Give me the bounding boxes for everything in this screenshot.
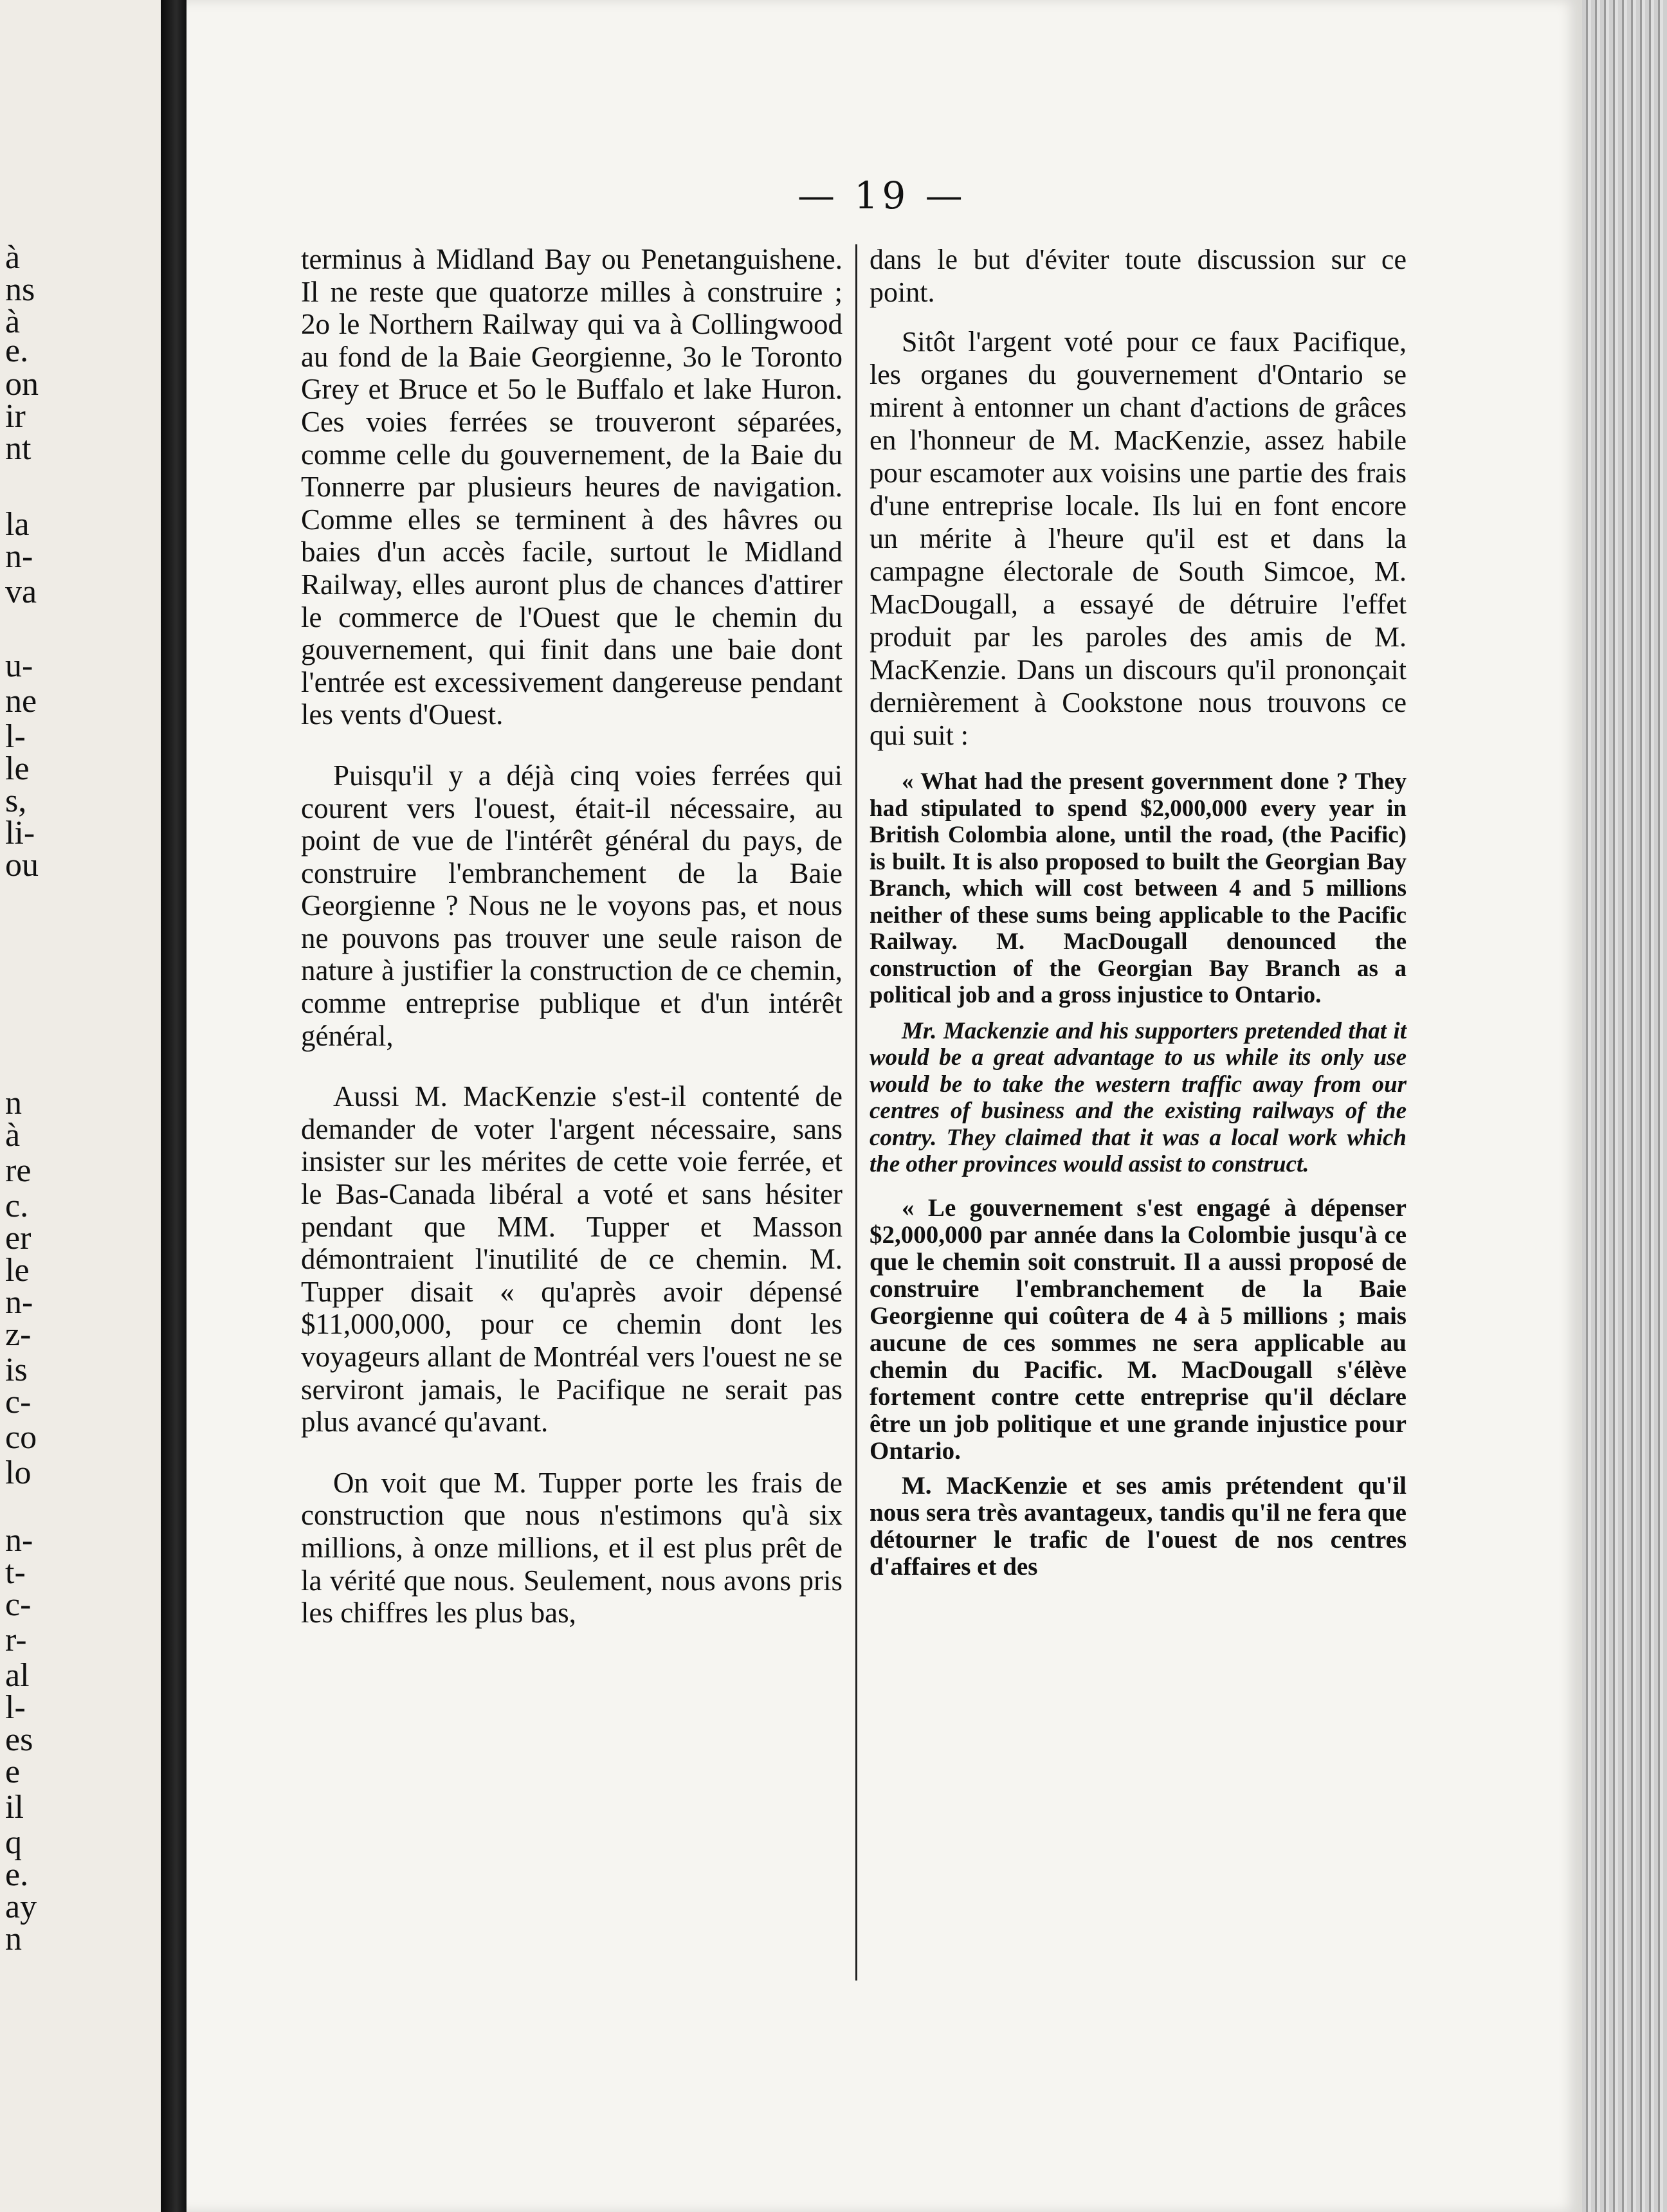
adjacent-page-fragment: c. (5, 1188, 29, 1224)
adjacent-page-fragment: s, (5, 783, 27, 819)
adjacent-page-fragment: à (5, 239, 21, 276)
adjacent-page-fragment: is (5, 1352, 28, 1388)
adjacent-page-fragment: n (5, 1921, 22, 1957)
adjacent-page-fragment: q (5, 1824, 22, 1861)
adjacent-page-fragment: ne (5, 683, 37, 720)
adjacent-page-fragment: lo (5, 1455, 32, 1491)
adjacent-page-fragment: co (5, 1419, 37, 1456)
right-paragraph-2: Sitôt l'argent voté pour ce faux Pacifique, les organes du gouvernement d'Ontario se mirent à entonner un chant d'actions de grâces en l'honneur de M. MacKenzie, assez habile pour escamoter aux voisins une partie des frais d'une entreprise locale. Ils lui en font encore un mérite à l'heure qu'il est et dans la campagne électorale de South Simcoe, M. MacDougall, a essayé de détruire l'effet produit par les paroles des amis de M. MacKenzie. Dans un discours qu'il prononçait dernièrement à Cookstone nous trouvons ce qui suit : (870, 326, 1407, 751)
adjacent-page-edge (0, 0, 161, 2212)
left-paragraph-3: Aussi M. MacKenzie s'est-il contenté de demander de voter l'argent nécessaire, sans insister sur les mérites de cette voie ferrée, et le Bas-Canada libéral a voté et sans hésiter pendant que MM. Tupper et Masson démontraient l'inutilité de ce chemin. M. Tupper disait « qu'après avoir dépensé $11,000,000, pour ce chemin dont les voyageurs allant de Montréal vers l'ouest ne se serviront jamais, le Pacifique ne serait pas plus avancé qu'avant. (301, 1080, 843, 1438)
column-divider (855, 244, 857, 1981)
adjacent-page-fragment: l- (5, 1689, 26, 1726)
adjacent-page-fragment: le (5, 1252, 30, 1289)
adjacent-page-fragment: à (5, 1117, 21, 1154)
adjacent-page-fragment: n- (5, 538, 33, 575)
left-column (301, 243, 843, 1629)
adjacent-page-fragment: ns (5, 271, 35, 308)
adjacent-page-fragment: re (5, 1152, 32, 1189)
adjacent-page-fragment: à (5, 304, 21, 340)
adjacent-page-fragment: nt (5, 430, 32, 467)
adjacent-page-fragment: e. (5, 332, 29, 369)
adjacent-page-fragment: u- (5, 648, 33, 684)
adjacent-page-fragment: r- (5, 1622, 27, 1658)
left-paragraph-4: On voit que M. Tupper porte les frais de construction que nous n'estimons qu'à six millions, à onze millions, et il est plus prêt de la vérité que nous. Seulement, nous avons pris les chiffres les plus bas, (301, 1466, 843, 1629)
right-paragraph-1: dans le but d'éviter toute discussion sur ce point. (870, 244, 1407, 308)
adjacent-page-fragment: va (5, 574, 37, 610)
adjacent-page-fragment: ir (5, 398, 26, 435)
adjacent-page-fragment: ay (5, 1889, 37, 1925)
adjacent-page-fragment: c- (5, 1586, 32, 1623)
adjacent-page-fragment: es (5, 1721, 33, 1758)
adjacent-page-fragment: il (5, 1789, 24, 1826)
adjacent-page-fragment: on (5, 366, 39, 403)
page-stack-edge (1582, 0, 1667, 2212)
adjacent-page-fragment: er (5, 1220, 32, 1256)
adjacent-page-fragment: n (5, 1085, 22, 1121)
page-number: — 19 — (797, 174, 967, 217)
adjacent-page-fragment: z- (5, 1316, 32, 1353)
right-column (870, 243, 1407, 1581)
left-paragraph-2: Puisqu'il y a déjà cinq voies ferrées qui courent vers l'ouest, était-il nécessaire, au point de vue de l'intérêt général du pays, de construire l'embranchement de la Baie Georgienne ? Nous ne le voyons pas, et nous ne pouvons pas trouver une seule raison de nature à justifier la construction de ce chemin, comme entreprise publique et d'un intérêt général, (301, 759, 843, 1052)
adjacent-page-fragment: al (5, 1657, 30, 1694)
english-quote-2: Mr. Mackenzie and his supporters pretended that it would be a great advantage to us while its only use would be to take the western traffic away from our centres of business and the existing railways of the contry. They claimed that it was a local work which the other provinces would assist to construct. (870, 1017, 1407, 1177)
adjacent-page-fragment: ou (5, 847, 39, 884)
adjacent-page-fragment: n- (5, 1522, 33, 1559)
adjacent-page-fragment: n- (5, 1284, 33, 1321)
left-paragraph-1: terminus à Midland Bay ou Penetanguishene. Il ne reste que quatorze milles à construire ; 2o le Northern Railway qui va à Collingwood au fond de la Baie Georgienne, 3o le Toronto Grey et Bruce et 5o le Buffalo et lake Huron. Ces voies ferrées se trouveront séparées, comme celle du gouvernement, de la Baie du Tonnerre par plusieurs heures de navigation. Comme elles se terminent à des hâvres ou baies d'un accès facile, surtout le Midland Railway, elles auront plus de chances d'attirer le commerce de l'Ouest que le chemin du gouvernement, qui finit dans une baie dont l'entrée est excessivement dangereuse pendant les vents d'Ouest. (301, 243, 843, 731)
right-paragraph-last: M. MacKenzie et ses amis prétendent qu'il nous sera très avantageux, tandis qu'il ne fera que détourner le trafic de l'ouest de nos centres d'affaires et des (870, 1471, 1407, 1581)
adjacent-page-fragment: l- (5, 718, 26, 755)
adjacent-page-fragment: li- (5, 815, 35, 851)
adjacent-page-fragment: la (5, 506, 30, 543)
french-translation: « Le gouvernement s'est engagé à dépenser $2,000,000 par année dans la Colombie jusqu'à ce que le chemin soit construit. Il a aussi proposé de construire l'embranchement de la Baie Georgienne qui coûtera de 4 à 5 millions ; mais aucune de ces sommes ne sera applicable au chemin du Pacific. M. MacDougall s'élève fortement contre cette entreprise qu'il déclare être un job politique et une grande injustice pour Ontario. (870, 1193, 1407, 1465)
adjacent-page-fragment: e. (5, 1856, 29, 1893)
adjacent-page-fragment: c- (5, 1384, 32, 1420)
adjacent-page-fragment: e (5, 1754, 21, 1790)
adjacent-page-fragment: t- (5, 1554, 26, 1591)
book-gutter (161, 0, 187, 2212)
english-quote-1: « What had the present government done ? They had stipulated to spend $2,000,000 every year in British Colombia alone, until the road, (the Pacific) is built. It is also proposed to built the Georgian Bay Branch, which will cost between 4 and 5 millions neither of these sums being applicable to the Pacific Railway. M. MacDougall denounced the construction of the Georgian Bay Branch as a political job and a gross injustice to Ontario. (870, 768, 1407, 1008)
adjacent-page-fragment: le (5, 750, 30, 787)
